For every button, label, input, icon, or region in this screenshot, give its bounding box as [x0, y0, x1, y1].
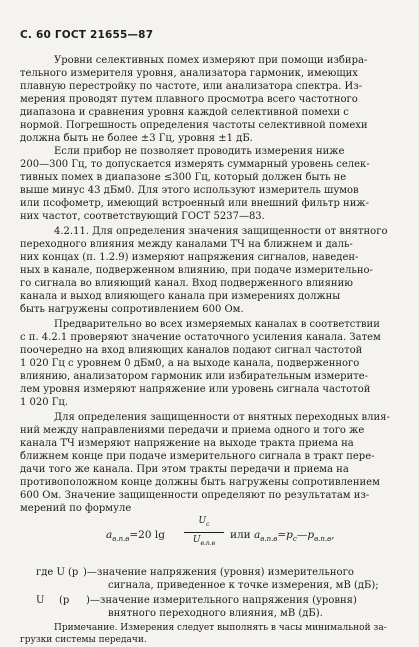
- where-line: (p: [59, 595, 70, 606]
- lines-line: канала и выход влияющего канала при измерениях должны: [20, 291, 341, 302]
- lines-line: выше минус 43 дБм0. Для этого используют измеритель шумов: [20, 185, 359, 196]
- lines-line: дачи того же канала. При этом тракты передачи и приема на: [20, 464, 349, 475]
- protection-formula: [106, 515, 366, 559]
- where-line: (p: [68, 567, 79, 578]
- formula-fraction: $U_c$ $U_{в.п.в}$: [184, 515, 224, 550]
- lines-line: поочередно на вход влияющих каналов подают сигнал частотой: [20, 345, 363, 356]
- lines-line: Для определения защищенности от внятных переходных влия-: [54, 412, 390, 423]
- where-line: сигнала, приведенное к точке измерения, мВ (дБ);: [108, 580, 379, 591]
- where-line: где U: [36, 567, 65, 578]
- lines-line: должна быть не более ±3 Гц, уровня ±1 дБ.: [20, 133, 253, 144]
- lines-line: влиянию, анализатором гармоник или избирательным измерите-: [20, 371, 369, 382]
- note-line: Примечание. Измерения следует выполнять в часы минимальной за-: [54, 623, 387, 633]
- lines-line: плавную перестройку по частоте, или анализатора спектра. Из-: [20, 81, 363, 92]
- lines-line: Предварительно во всех измеряемых каналах в соответствии: [54, 319, 380, 330]
- lines-line: них концах (п. 1.2.9) измеряют напряжения сигналов, наведен-: [20, 252, 359, 263]
- lines-line: Уровни селективных помех измеряют при помощи избира-: [54, 55, 368, 66]
- lines-line: с п. 4.2.1 проверяют значение остаточного усиления канала. Затем: [20, 332, 381, 343]
- lines-line: канала ТЧ измеряют напряжение на выходе тракта приема на: [20, 438, 354, 449]
- formula-rhs: $a_{в.п.в}=p_c—p_{в.п.в}$,: [254, 529, 335, 544]
- lines-line: 4.2.11. Для определения значения защищенности от внятного: [54, 226, 388, 237]
- lines-line: го сигнала во влияющий канал. Вход подверженного влиянию: [20, 278, 353, 289]
- lines-line: них частот, соответствующий ГОСТ 5237—83.: [20, 211, 265, 222]
- where-line: )—значение напряжения (уровня) измерительного: [83, 567, 354, 578]
- where-line: )—значение измерительного напряжения (уровня): [86, 595, 357, 606]
- lines-line: 600 Ом. Значение защищенности определяют по результатам из-: [20, 490, 370, 501]
- lines-line: мерения проводят путем плавного просмотра всего частотного: [20, 94, 358, 105]
- formula-or: или: [230, 529, 251, 541]
- lines-line: противоположном конце должны быть нагружены сопротивлением: [20, 477, 380, 488]
- lines-line: 1 020 Гц с уровнем 0 дБм0, а на выходе канала, подверженного: [20, 358, 360, 369]
- where-line: U: [36, 595, 45, 606]
- lines-line: тивных помех в диапазоне ≤300 Гц, который должен быть не: [20, 172, 347, 183]
- lines-line: мерений по формуле: [20, 503, 132, 514]
- lines-line: ближнем конце при подаче измерительного сигнала в тракт пере-: [20, 451, 375, 462]
- note-line: грузки системы передачи.: [20, 635, 147, 645]
- formula-lhs: $a_{в.п.в}=20$ lg: [106, 529, 165, 544]
- lines-line: Если прибор не позволяет проводить измерения ниже: [54, 146, 345, 157]
- page-header: С. 60 ГОСТ 21655—87: [20, 29, 154, 41]
- lines-line: ных в канале, подверженном влиянию, при подаче измерительно-: [20, 265, 373, 276]
- lines-line: быть нагружены сопротивлением 600 Ом.: [20, 304, 244, 315]
- lines-line: нормой. Погрешность определения частоты селективной помехи: [20, 120, 368, 131]
- where-line: внятного переходного влияния, мВ (дБ).: [108, 608, 323, 619]
- lines-line: лем уровня измеряют напряжение или уровень сигнала частотой: [20, 384, 371, 395]
- lines-line: или псофометр, имеющий встроенный или внешний фильтр ниж-: [20, 198, 369, 209]
- lines-line: переходного влияния между каналами ТЧ на ближнем и даль-: [20, 239, 353, 250]
- lines-line: ний между направлениями передачи и приема одного и того же: [20, 425, 365, 436]
- lines-line: диапазона и сравнения уровня каждой селективной помехи с: [20, 107, 349, 118]
- lines-line: 1 020 Гц.: [20, 397, 69, 408]
- lines-line: 200—300 Гц, то допускается измерять суммарный уровень селек-: [20, 159, 370, 170]
- lines-line: тельного измерителя уровня, анализатора гармоник, имеющих: [20, 68, 358, 79]
